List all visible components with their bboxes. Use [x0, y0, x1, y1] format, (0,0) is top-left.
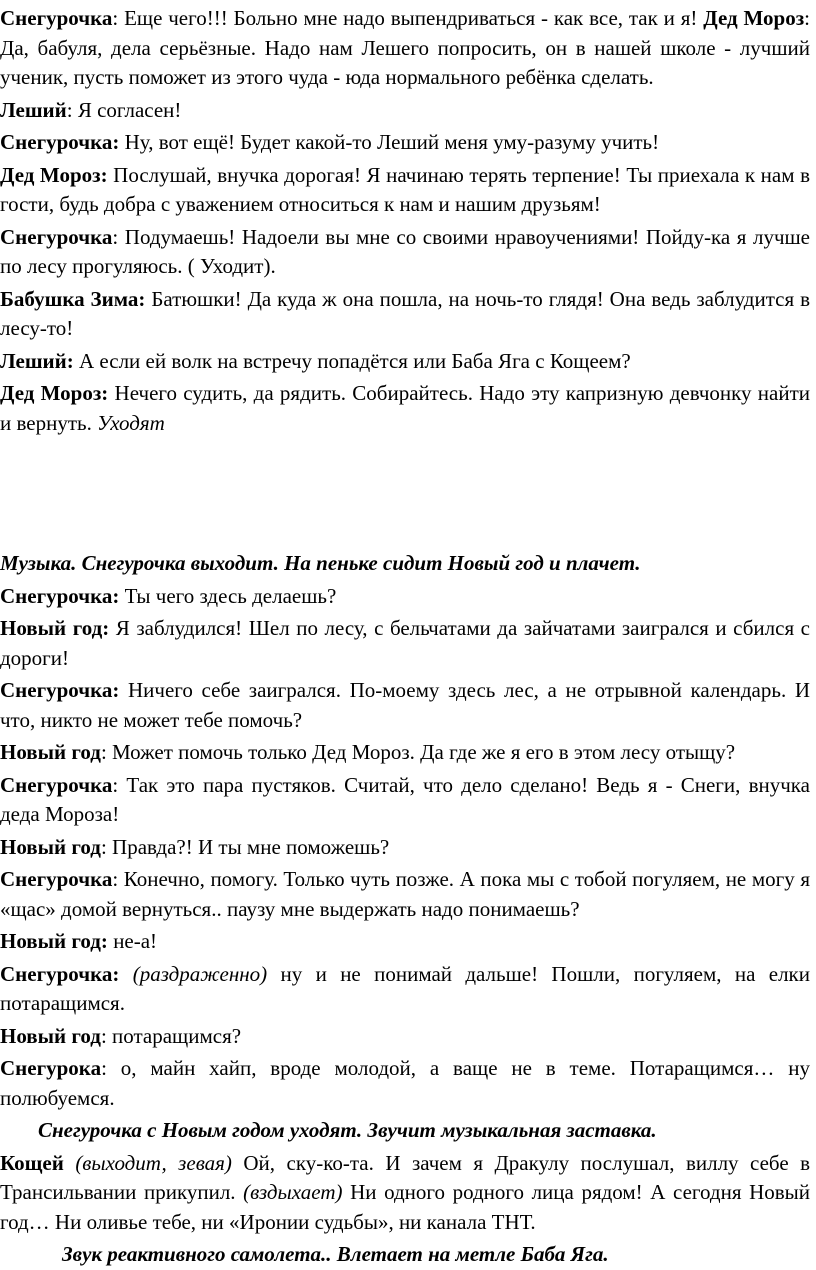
text-segment: Нечего судить, да рядить. Собирайтесь. Надо эту капризную девчонку найти и вернуть. [0, 381, 810, 435]
text-segment: не-а! [107, 929, 158, 953]
text-segment: : Да, бабуля, дела серьёзные. Надо нам Лешего попросить, он в нашей школе - лучший ученик, пусть поможет из этого чуда - юда нормального ребёнка сделать. [0, 6, 810, 89]
text-segment: Ни одного родного лица рядом! А сегодня Новый год… Ни оливье тебе, ни «Иронии судьбы», ни канала ТНТ. [0, 1180, 810, 1234]
text-segment: : Подумаешь! Надоели вы мне со своими нравоучениями! Пойду-ка я лучше по лесу прогуляюсь. ( Уходит). [0, 224, 810, 278]
speaker-name: Новый год: [0, 616, 110, 640]
dialogue-paragraph [0, 865, 810, 924]
stage-remark: (выходит, зевая) [75, 1150, 232, 1175]
dialogue-paragraph [0, 771, 810, 830]
speaker-name: Кощей [0, 1150, 64, 1175]
stage-direction-paragraph [0, 1116, 810, 1146]
dialogue-paragraph [0, 549, 810, 579]
speaker-name: Снегурочка: [0, 130, 120, 154]
speaker-name: Снегурочка [0, 6, 113, 30]
stage-remark: Уходят [97, 410, 165, 435]
speaker-name: Новый год [0, 834, 101, 859]
text-segment: Ничего себе заигрался. По-моему здесь лес, а не отрывной календарь. И что, никто не может тебе помочь? [0, 678, 810, 732]
speaker-name: Снегурочка [0, 224, 113, 249]
dialogue-paragraph [0, 4, 810, 93]
text-segment: : Я согласен! [66, 97, 182, 122]
speaker-name: Бабушка Зима: [0, 286, 146, 311]
dialogue-paragraph [0, 223, 810, 282]
text-segment: : Правда?! И ты мне поможешь? [100, 834, 390, 859]
stage-direction: Музыка. Снегурочка выходит. На пеньке сидит Новый год и плачет. [0, 551, 641, 575]
text-segment: А если ей волк на встречу попадётся или Баба Яга с Кощеем? [73, 348, 631, 373]
dialogue-paragraph [0, 285, 810, 344]
dialogue-paragraph [0, 161, 810, 220]
dialogue-paragraph [0, 379, 810, 438]
text-segment: : о, майн хайп, вроде молодой, а ваще не в теме. Потаращимся… ну полюбуемся. [0, 1056, 810, 1110]
text-segment: Батюшки! Да куда ж она пошла, на ночь-то глядя! Она ведь заблудится в лесу-то! [0, 286, 810, 340]
speaker-name: Дед Мороз: [0, 381, 109, 405]
dialogue-paragraph [0, 1054, 810, 1113]
text-segment: ну и не понимай дальше! Пошли, погуляем, на елки потаращимся. [0, 961, 810, 1015]
speaker-name: Снегурочка [0, 867, 113, 891]
stage-remark: (раздраженно) [132, 961, 268, 986]
text-segment: : Конечно, помогу. Только чуть позже. А пока мы с тобой погуляем, не могу я «щас» домой вернуться.. паузу мне выдержать надо понимаешь? [0, 867, 810, 921]
speaker-name: Новый год [0, 1023, 101, 1048]
speaker-name: Снегурочка: [0, 961, 120, 986]
speaker-name: Новый год [0, 740, 101, 764]
text-segment: : Так это пара пустяков. Считай, что дело сделано! Ведь я - Снеги, внучка деда Мороза! [0, 772, 810, 826]
dialogue-paragraph [0, 927, 810, 957]
section-spacer [0, 441, 810, 549]
text-segment: : Может помочь только Дед Мороз. Да где же я его в этом лесу отыщу? [100, 740, 736, 764]
text-segment: Послушай, внучка дорогая! Я начинаю терять терпение! Ты приехала к нам в гости, будь добра с уважением относиться к нам и нашим друзьям! [0, 162, 810, 216]
stage-direction: Снегурочка с Новым годом уходят. Звучит музыкальная заставка. [38, 1118, 657, 1142]
speaker-name: Снегурочка [0, 772, 113, 797]
text-segment: Я заблудился! Шел по лесу, с бельчатами да зайчатами заигрался и сбился с дороги! [0, 616, 810, 670]
speaker-name: Дед Мороз [703, 6, 805, 30]
text-segment [119, 962, 132, 986]
stage-direction: Звук реактивного самолета.. Влетает на метле Баба Яга. [62, 1242, 609, 1266]
text-segment: Ну, вот ещё! Будет какой-то Леший меня уму-разуму учить! [119, 130, 660, 154]
text-segment: : потаращимся? [100, 1023, 242, 1048]
dialogue-paragraph [0, 1022, 810, 1052]
dialogue-paragraph [0, 960, 810, 1019]
speaker-name: Снегурочка: [0, 583, 120, 608]
speaker-name: Снегурочка: [0, 678, 120, 702]
stage-remark: (вздыхает) [243, 1180, 343, 1204]
speaker-name: Дед Мороз: [0, 162, 108, 187]
text-segment: Ой, ску-ко-та. И зачем я Дракулу послушал, виллу себе в Трансильвании прикупил. [0, 1150, 811, 1204]
speaker-name: Леший [0, 97, 67, 122]
speaker-name: Леший: [0, 348, 74, 373]
dialogue-paragraph [0, 614, 810, 673]
dialogue-paragraph [0, 582, 810, 612]
speaker-name: Снегурока [0, 1056, 102, 1080]
text-segment: : Еще чего!!! Больно мне надо выпендриваться - как все, так и я! [112, 6, 704, 30]
dialogue-paragraph [0, 738, 810, 768]
dialogue-paragraph [0, 347, 810, 377]
dialogue-paragraph [0, 96, 810, 126]
dialogue-paragraph [0, 833, 810, 863]
dialogue-paragraph [0, 1149, 810, 1238]
stage-direction-paragraph [0, 1240, 810, 1270]
speaker-name: Новый год: [0, 929, 108, 953]
dialogue-paragraph [0, 676, 810, 735]
text-segment: Ты чего здесь делаешь? [119, 583, 337, 608]
dialogue-paragraph [0, 128, 810, 158]
text-segment [64, 1151, 75, 1175]
